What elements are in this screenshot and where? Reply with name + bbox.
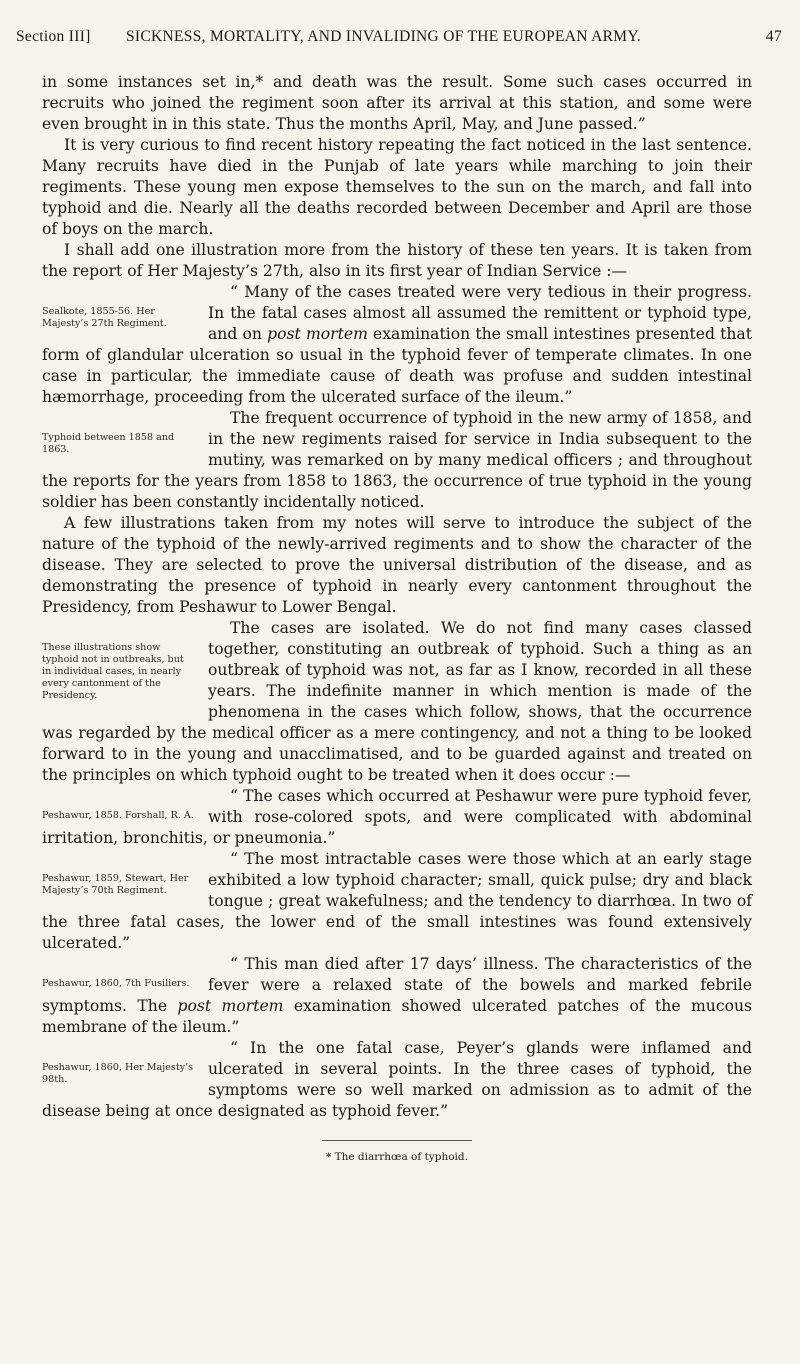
running-title: SICKNESS, MORTALITY, AND INVALIDING OF THE EUROPEAN ARMY. (126, 28, 641, 45)
paragraph-2: It is very curious to find recent history repeating the fact noticed in the last sentence. Many recruits have died in the Punjab of late years while marching to join their regiments. These young men expose themselves to the sun on the march, and fall into typhoid and die. Nearly all the deaths recorded between December and April are those of boys on the march. (42, 136, 752, 238)
paragraph-8-quote: Peshawur, 1858. Forshall, R. A. “ The cases which occurred at Peshawur were pure typhoid fever, with rose-colored spots, and were complicated with abdominal irritation, bronchitis, or pneumonia.” (42, 787, 752, 847)
paragraph-7: These illustrations show typhoid not in outbreaks, but in individual cases, in nearly every cantonment of the Presidency. The cases are isolated. We do not find many cases classed together, constituting an outbreak of typhoid. Such a thing as an outbreak of typhoid was not, as far as I know, recorded in all these years. The indefinite manner in which mention is made of the phenomena in the cases which follow, shows, that the occurrence was regarded by the medical officer as a mere contingency, and not a thing to be looked forward to in the young and unacclimatised, and to be guarded against and treated on the principles on which typhoid ought to be treated when it does occur :— (42, 619, 752, 784)
margin-note-typhoid-years: Typhoid between 1858 and 1863. (42, 432, 175, 455)
paragraph-4-quote: Sealkote, 1855-56. Her Majesty’s 27th Regiment. “ Many of the cases treated were very tedious in their progress. In the fatal cases almost all assumed the remittent or typhoid type, and on post mortem examination the small intestines presented that form of glandular ulceration so usual in the typhoid fever of temperate climates. In one case in particular, the immediate cause of death was profuse and sudden intestinal hæmorrhage, proceeding from the ulcerated surface of the ileum.” (42, 283, 752, 406)
margin-note-peshawur-1858: Peshawur, 1858. Forshall, R. A. (42, 810, 194, 821)
footnote-rule (322, 1140, 472, 1141)
margin-note-peshawur-1860-fusiliers: Peshawur, 1860, 7th Fusiliers. (42, 978, 190, 989)
paragraph-9-quote: Peshawur, 1859, Stewart, Her Majesty’s 70th Regiment. “ The most intractable cases were those which at an early stage exhibited a low typhoid character; small, quick pulse; dry and black tongue ; great wakefulness; and the tendency to diarrhœa. In two of the three fatal cases, the lower end of the small intestines was found extensively ulcerated.” (42, 850, 752, 952)
footnote: * The diarrhœa of typhoid. (326, 1151, 468, 1163)
paragraph-10-quote: Peshawur, 1860, 7th Fusiliers. “ This man died after 17 days’ illness. The characteristics of the fever were a relaxed state of the bowels and marked febrile symptoms. The post mortem examination showed ulcerated patches of the mucous membrane of the ileum.” (42, 955, 752, 1036)
running-header (16, 28, 782, 52)
paragraph-5: Typhoid between 1858 and 1863. The frequent occurrence of typhoid in the new army of 1858, and in the new regiments raised for service in India subsequent to the mutiny, was remarked on by many medical officers ; and throughout the reports for the years from 1858 to 1863, the occurrence of true typhoid in the young soldier has been constantly incidentally noticed. (42, 409, 752, 511)
page-number: 47 (765, 28, 782, 45)
paragraph-11-quote: Peshawur, 1860, Her Majesty’s 98th. “ In the one fatal case, Peyer’s glands were inflamed and ulcerated in several points. In the three cases of typhoid, the symptoms were so well marked on admission as to admit of the disease being at once designated as typhoid fever.” (42, 1039, 752, 1120)
paragraph-3: I shall add one illustration more from the history of these ten years. It is taken from the report of Her Majesty’s 27th, also in its first year of Indian Service :— (42, 241, 752, 280)
main-text-column (42, 72, 752, 1168)
section-label: Section III] (16, 28, 91, 45)
margin-note-illustrations: These illustrations show typhoid not in outbreaks, but in individual cases, in nearly every cantonment of the Presidency. (42, 642, 184, 701)
margin-note-peshawur-1859: Peshawur, 1859, Stewart, Her Majesty’s 70th Regiment. (42, 873, 189, 896)
paragraph-1: in some instances set in,* and death was the result. Some such cases occurred in recruits who joined the regiment soon after its arrival at this station, and some were even brought in in this state. Thus the months April, May, and June passed.” (42, 73, 752, 133)
margin-note-peshawur-1860-98th: Peshawur, 1860, Her Majesty’s 98th. (42, 1062, 194, 1085)
margin-note-sealkote: Sealkote, 1855-56. Her Majesty’s 27th Regiment. (42, 306, 167, 329)
paragraph-6: A few illustrations taken from my notes will serve to introduce the subject of the nature of the typhoid of the newly-arrived regiments and to show the character of the disease. They are selected to prove the universal distribution of the disease, and as demonstrating the presence of typhoid in nearly every cantonment throughout the Presidency, from Peshawur to Lower Bengal. (42, 514, 752, 616)
